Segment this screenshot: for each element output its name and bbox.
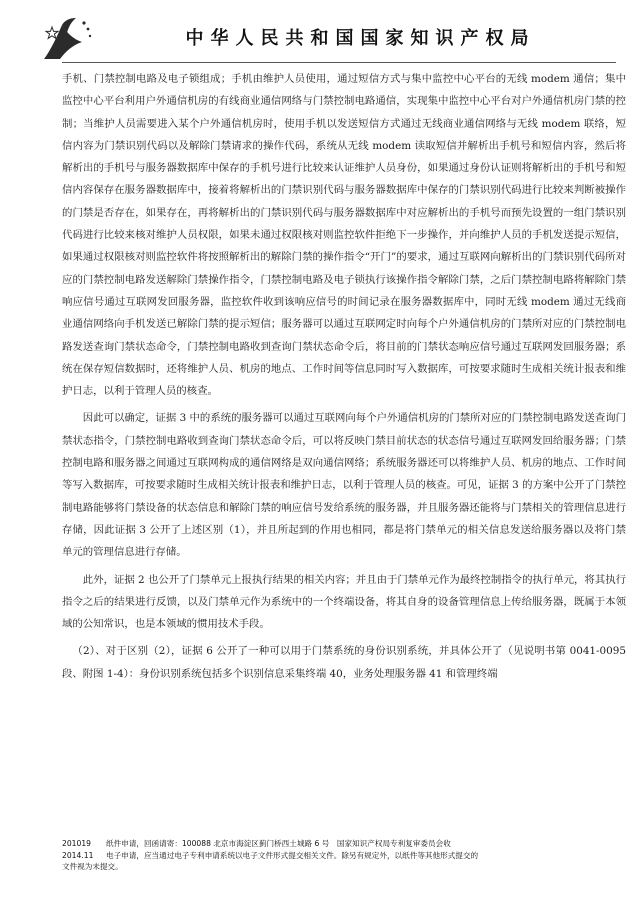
cnipa-emblem-icon xyxy=(40,15,96,61)
footer-mail-notice: 纸件申请，回函请寄：100088 北京市海淀区蓟门桥西土城路 6 号 国家知识产权局专利复审委员会收 xyxy=(106,839,451,848)
header-divider xyxy=(62,62,616,63)
paragraph: 手机、门禁控制电路及电子锁组成；手机由维护人员使用，通过短信方式与集中监控中心平台的无线 modem 通信；集中监控中心平台利用户外通信机房的有线商业通信网络与门禁控制电路通信，实现集中监控中心平台对户外通信机房门禁的控制；当维护人员需要进入某个户外通信机房时，使用手机以发送短信方式通过无线商业通信网络与无线 modem 联络，短信内容为门禁识别代码以及解除门禁请求的操作代码，系统从无线 modem 读取短信并解析出手机号和短信内容，然后将解析出的手机号与服务器数据库中保存的手机号进行比较来认证维护人员身份，如果通过身份认证则将解析出的手机号和短信内容保存在服务器数据库中，接着将解析出的门禁识别代码与服务器数据库中保存的门禁识别代码进行比较来判断被操作的门禁是否存在，如果存在，再将解析出的门禁识别代码与服务器数据库中对应解析出的手机号而预先设置的一组门禁识别代码进行比较来核对维护人员权限，如果未通过权限核对则监控软件拒绝下一步操作，并向维护人员的手机发送提示短信，如果通过权限核对则监控软件将按照解析出的解除门禁的操作指令“开门”的要求，通过互联网向解析出的门禁识别代码所对应的门禁控制电路发送解除门禁操作指令，门禁控制电路及电子锁执行该操作指令解除门禁，之后门禁控制电路将解除门禁响应信号通过互联网发回服务器，监控软件收到该响应信号的时间记录在服务器数据库中，同时无线 modem 通过无线商业通信网络向手机发送已解除门禁的提示短信；服务器可以通过互联网定时向每个户外通信机房的门禁所对应的门禁控制电路发送查询门禁状态命令，门禁控制电路收到查询门禁状态命令后，将目前的门禁状态响应信号通过互联网发回服务器；系统在保存短信数据时，还将维护人员、机房的地点、工作时间等信息同时写入数据库，可按要求随时生成相关统计报表和维护日志，以利于管理人员的核查。 xyxy=(62,73,626,398)
footer-electronic-notice: 电子申请，应当通过电子专利申请系统以电子文件形式提交相关文件。除另有规定外，以纸件等其他形式提交的 xyxy=(106,850,479,860)
document-body xyxy=(62,68,626,685)
page-header xyxy=(0,0,640,70)
paragraph: 此外，证据 2 也公开了门禁单元上报执行结果的相关内容；并且由于门禁单元作为最终控制指令的执行单元，将其执行指令之后的结果进行反馈，以及门禁单元作为系统中的一个终端设备，将其自身的设备管理信息上传给服务器，既属于本领域的公知常识，也是本领域的惯用技术手段。 xyxy=(62,573,626,631)
office-name: 中华人民共和国国家知识产权局 xyxy=(185,28,536,49)
form-date: 2014.11 xyxy=(62,850,94,860)
form-code: 201019 xyxy=(62,839,91,848)
page-footer xyxy=(62,838,626,873)
paragraph: （2）、对于区别（2），证据 6 公开了一种可以用于门禁系统的身份识别系统，并具体公开了（见说明书第 0041-0095 段、附图 1-4）：身份识别系统包括多个识别信息采集终端 40，业务处理服务器 41 和管理终端 xyxy=(62,645,626,680)
footer-notice-continued: 文件视为未提交。 xyxy=(62,862,123,871)
paragraph: 因此可以确定，证据 3 中的系统的服务器可以通过互联网向每个户外通信机房的门禁所对应的门禁控制电路发送查询门禁状态指令，门禁控制电路收到查询门禁状态命令后，可以将反映门禁目前状态的状态信号通过互联网发回给服务器；门禁控制电路和服务器之间通过互联网构成的通信网络是双向通信网络；系统服务器还可以将维护人员、机房的地点、工作时间等写入数据库，可按要求随时生成相关统计报表和维护日志，以利于管理人员的核查。可见，证据 3 的方案中公开了门禁控制电路能够将门禁设备的状态信息和解除门禁的响应信号发给系统的服务器，并且服务器还能将与门禁相关的管理信息进行存储，因此证据 3 公开了上述区别（1），并且所起到的作用也相同，都是将门禁单元的相关信息发送给服务器以及将门禁单元的管理信息进行存储。 xyxy=(62,412,626,559)
